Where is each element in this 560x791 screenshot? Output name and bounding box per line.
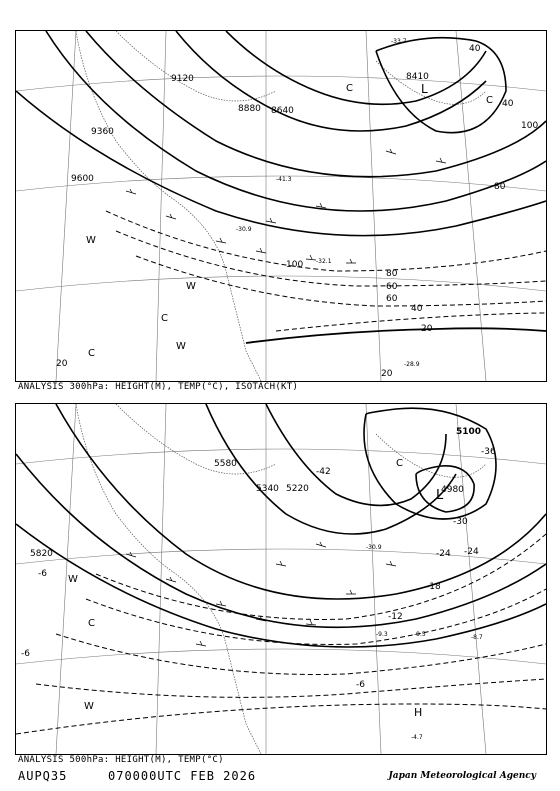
height-label: 8880 (238, 104, 261, 114)
isotach-20 (246, 328, 546, 343)
isotach-label: 40 (469, 44, 481, 54)
pressure-center: C (396, 458, 403, 469)
pressure-center: W (86, 235, 96, 246)
valid-time: 070000UTC FEB 2026 (108, 769, 257, 783)
temp-label: -12 (388, 612, 403, 622)
coastline (76, 404, 486, 754)
temp-label: -24 (464, 547, 479, 557)
pressure-center: W (176, 341, 186, 352)
isotach-label: 40 (411, 304, 423, 314)
temp-label: -30 (453, 517, 468, 527)
pressure-center: L (421, 82, 428, 96)
station-temp: -33.7 (391, 38, 407, 45)
isotach-label: 100 (286, 260, 304, 270)
temp-label: -6 (38, 569, 47, 579)
isotherms (16, 534, 546, 734)
isotach-label: 20 (421, 324, 433, 334)
pressure-center: C (486, 95, 493, 106)
station-temp: -4.7 (411, 734, 423, 741)
station-temp: -9.3 (376, 631, 388, 638)
station-temp: -9.5 (414, 631, 426, 638)
height-label: 8640 (271, 106, 294, 116)
isotach-label: 20 (56, 359, 68, 369)
height-label: 5100 (456, 427, 482, 437)
pressure-center: C (346, 83, 353, 94)
temp-label: -6 (356, 680, 365, 690)
station-temp: -30.9 (366, 544, 382, 551)
graticule (16, 404, 546, 754)
pressure-center: W (186, 281, 196, 292)
wind-barbs (126, 542, 396, 646)
isotach-label: 60 (386, 294, 398, 304)
isotach-label: 20 (381, 369, 393, 379)
height-label: 8410 (406, 72, 429, 82)
caption-500hpa: ANALYSIS 500hPa: HEIGHT(M), TEMP(°C) (18, 755, 224, 765)
height-labels (30, 427, 481, 559)
station-temp: -41.3 (276, 176, 292, 183)
station-temp: -8.7 (471, 634, 483, 641)
isotach-label: 40 (502, 99, 514, 109)
height-label: 5220 (286, 484, 309, 494)
height-label: 9600 (71, 174, 94, 184)
temp-label: -18 (426, 582, 441, 592)
station-temp: -30.9 (236, 226, 252, 233)
temp-label: -42 (316, 467, 331, 477)
chart-500hpa (15, 403, 547, 755)
pressure-centers (68, 458, 444, 719)
caption-300hpa: ANALYSIS 300hPa: HEIGHT(M), TEMP(°C), ISOTACH(KT) (18, 382, 299, 392)
isotach-label: 80 (386, 269, 398, 279)
chart-300hpa (15, 30, 547, 382)
temp-label: -6 (21, 649, 30, 659)
temp-label: -24 (436, 549, 451, 559)
station-temp: -28.9 (404, 361, 420, 368)
height-label: 5820 (30, 549, 53, 559)
pressure-center: C (161, 313, 168, 324)
station-temp: -32.1 (316, 258, 332, 265)
height-label: 5580 (214, 459, 237, 469)
pressure-center: W (84, 701, 94, 712)
height-label: 9120 (171, 74, 194, 84)
agency-name: Japan Meteorological Agency (388, 771, 536, 781)
height-label: 4980 (441, 485, 464, 495)
map-300hpa (16, 31, 546, 381)
height-label: 9360 (91, 127, 114, 137)
isotach-label: 100 (521, 121, 539, 131)
pressure-center: H (414, 706, 423, 719)
pressure-center: L (436, 488, 444, 503)
pressure-center: C (88, 348, 95, 359)
pressure-center: W (68, 574, 78, 585)
chart-id: AUPQ35 (18, 769, 68, 783)
map-500hpa (16, 404, 546, 754)
isotach-label: 60 (386, 282, 398, 292)
temp-label: -36 (481, 447, 496, 457)
height-label: 5340 (256, 484, 279, 494)
pressure-center: C (88, 618, 95, 629)
isotach-label: 80 (494, 182, 506, 192)
